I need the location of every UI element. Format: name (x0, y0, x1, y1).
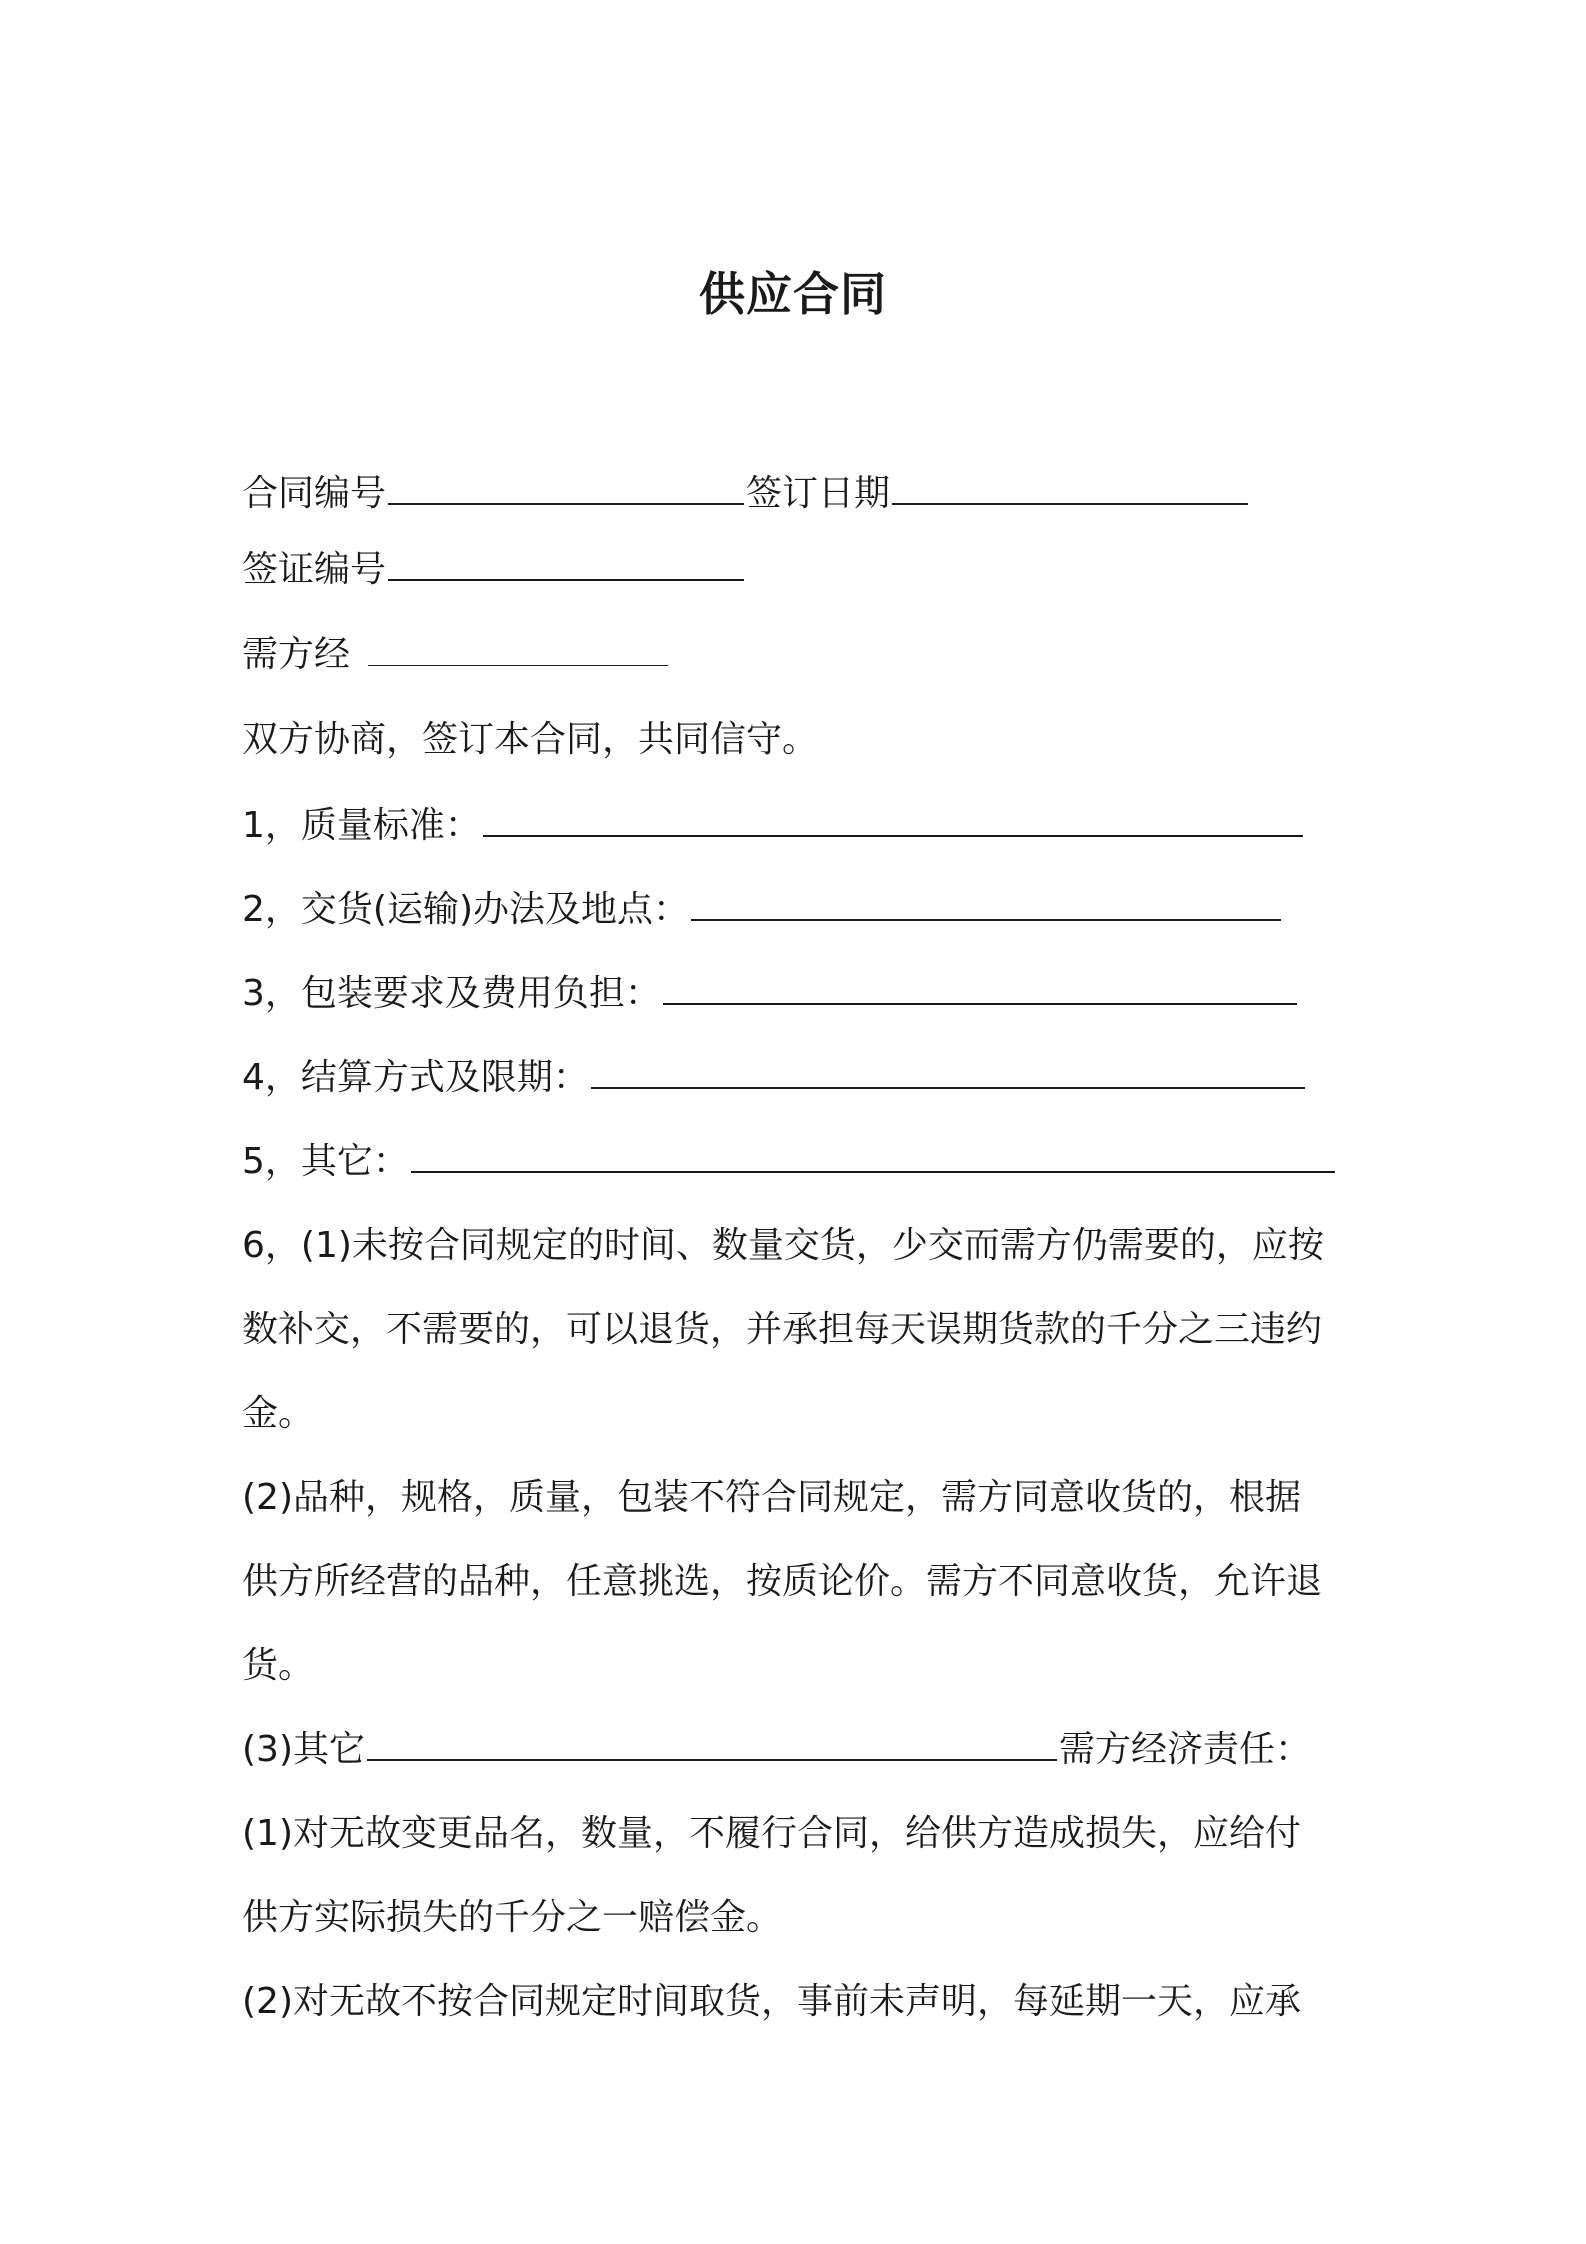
clause-4-row (242, 1054, 1307, 1102)
contract-no-label: 合同编号 (242, 473, 387, 514)
contract-no-blank[interactable] (388, 471, 744, 505)
clause-1-label: 1，质量标准： (242, 805, 481, 846)
buyer-liability-heading: 需方经济责任： (1059, 1729, 1312, 1770)
clause-6-p1-line-2: 数补交，不需要的，可以退货，并承担每天误期货款的千分之三违约 (242, 1309, 1323, 1350)
intro-text: 双方协商，签订本合同，共同信守。 (242, 719, 819, 760)
clause-6-p3-label: (3)其它 (242, 1729, 365, 1770)
clause-6-p2-line-2: 供方所经营的品种，任意挑选，按质论价。需方不同意收货，允许退 (242, 1561, 1323, 1602)
clause-3-label: 3，包装要求及费用负担： (242, 973, 661, 1014)
clause-6-p1-line-3: 金。 (242, 1393, 315, 1434)
clause-6-p3-blank[interactable] (367, 1727, 1057, 1761)
sign-date-blank[interactable] (892, 471, 1248, 505)
clause-3-blank[interactable] (663, 971, 1297, 1005)
clause-5-row (242, 1138, 1337, 1186)
clause-1-blank[interactable] (483, 803, 1303, 837)
clause-6-p1-line-1: 6，(1)未按合同规定的时间、数量交货，少交而需方仍需要的，应按 (242, 1225, 1324, 1266)
clause-4-label: 4，结算方式及限期： (242, 1057, 589, 1098)
clause-6-p2-line-3: 货。 (242, 1645, 315, 1686)
buyer-label: 需方经 (242, 634, 351, 675)
visa-no-blank[interactable] (388, 547, 744, 581)
contract-no-row (242, 470, 1250, 518)
buyer-blank[interactable] (368, 641, 668, 666)
clause-3-row (242, 970, 1299, 1018)
clause-6-p3-row (242, 1726, 1311, 1774)
buyer-liability-1-line-1: (1)对无故变更品名，数量，不履行合同，给供方造成损失，应给付 (242, 1813, 1301, 1854)
clause-5-blank[interactable] (411, 1139, 1335, 1173)
clause-5-label: 5，其它： (242, 1141, 409, 1182)
sign-date-label: 签订日期 (746, 473, 891, 514)
clause-6-p2-line-1: (2)品种，规格，质量，包装不符合同规定，需方同意收货的，根据 (242, 1477, 1301, 1518)
clause-4-blank[interactable] (591, 1055, 1305, 1089)
clause-1-row (242, 802, 1305, 850)
visa-no-label: 签证编号 (242, 549, 387, 590)
clause-2-row (242, 886, 1283, 934)
page-title: 供应合同 (699, 267, 887, 321)
buyer-row (242, 631, 670, 679)
buyer-liability-2-line-1: (2)对无故不按合同规定时间取货，事前未声明，每延期一天，应承 (242, 1981, 1301, 2022)
visa-no-row (242, 546, 746, 594)
clause-2-label: 2，交货(运输)办法及地点： (242, 889, 689, 930)
buyer-liability-1-line-2: 供方实际损失的千分之一赔偿金。 (242, 1897, 783, 1938)
clause-2-blank[interactable] (691, 887, 1281, 921)
